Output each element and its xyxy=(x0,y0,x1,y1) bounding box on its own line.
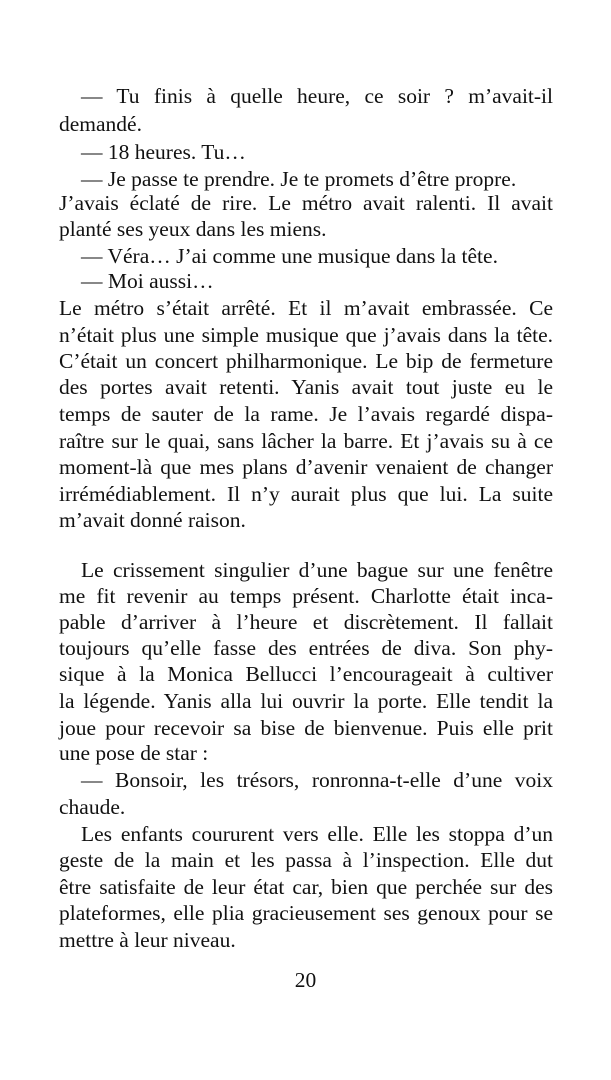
text-line: — 18 heures. Tu… xyxy=(81,140,246,164)
text-line: demandé. xyxy=(59,112,142,136)
text-line: Les enfants coururent vers elle. Elle les stoppa d’un xyxy=(81,822,553,846)
text-line: plateformes, elle plia gracieusement ses genoux pour se xyxy=(59,901,553,925)
text-line: irrémédiablement. Il n’y aurait plus que lui. La suite xyxy=(59,482,553,506)
text-line: n’était plus une simple musique que j’avais dans la tête. xyxy=(59,323,553,347)
text-line: — Bonsoir, les trésors, ronronna-t-elle d’une voix xyxy=(81,768,553,792)
text-line: m’avait donné raison. xyxy=(59,508,246,532)
text-line: raître sur le quai, sans lâcher la barre. Et j’avais su à ce xyxy=(59,429,553,453)
text-line: — Véra… J’ai comme une musique dans la tête. xyxy=(81,244,498,268)
text-line: temps de sauter de la rame. Je l’avais regardé dispa- xyxy=(59,402,553,426)
text-line: être satisfaite de leur état car, bien que perchée sur des xyxy=(59,875,553,899)
text-line: mettre à leur niveau. xyxy=(59,928,236,952)
text-line: planté ses yeux dans les miens. xyxy=(59,217,327,241)
text-line: joue pour recevoir sa bise de bienvenue. Puis elle prit xyxy=(59,716,553,740)
text-line: sique à la Monica Bellucci l’encourageait à cultiver xyxy=(59,662,553,686)
text-line: — Moi aussi… xyxy=(81,269,214,293)
text-line: la légende. Yanis alla lui ouvrir la porte. Elle tendit la xyxy=(59,689,553,713)
text-line: des portes avait retenti. Yanis avait tout juste eu le xyxy=(59,375,553,399)
text-line: C’était un concert philharmonique. Le bip de fermeture xyxy=(59,349,553,373)
text-line: une pose de star : xyxy=(59,741,209,765)
text-line: chaude. xyxy=(59,795,126,819)
text-line: Le métro s’était arrêté. Et il m’avait embrassée. Ce xyxy=(59,296,553,320)
page-number: 20 xyxy=(294,968,317,992)
text-line: me fit revenir au temps présent. Charlotte était inca- xyxy=(59,584,553,608)
text-line: — Tu finis à quelle heure, ce soir ? m’avait-il xyxy=(81,84,553,108)
text-line: toujours qu’elle fasse des entrées de diva. Son phy- xyxy=(59,636,553,660)
text-line: moment-là que mes plans d’avenir venaient de changer xyxy=(59,455,553,479)
text-line: Le crissement singulier d’une bague sur une fenêtre xyxy=(81,558,553,582)
text-line: — Je passe te prendre. Je te promets d’être propre. xyxy=(81,167,517,191)
text-line: J’avais éclaté de rire. Le métro avait ralenti. Il avait xyxy=(59,191,553,215)
text-line: geste de la main et les passa à l’inspection. Elle dut xyxy=(59,848,553,872)
text-line: pable d’arriver à l’heure et discrètement. Il fallait xyxy=(59,610,553,634)
